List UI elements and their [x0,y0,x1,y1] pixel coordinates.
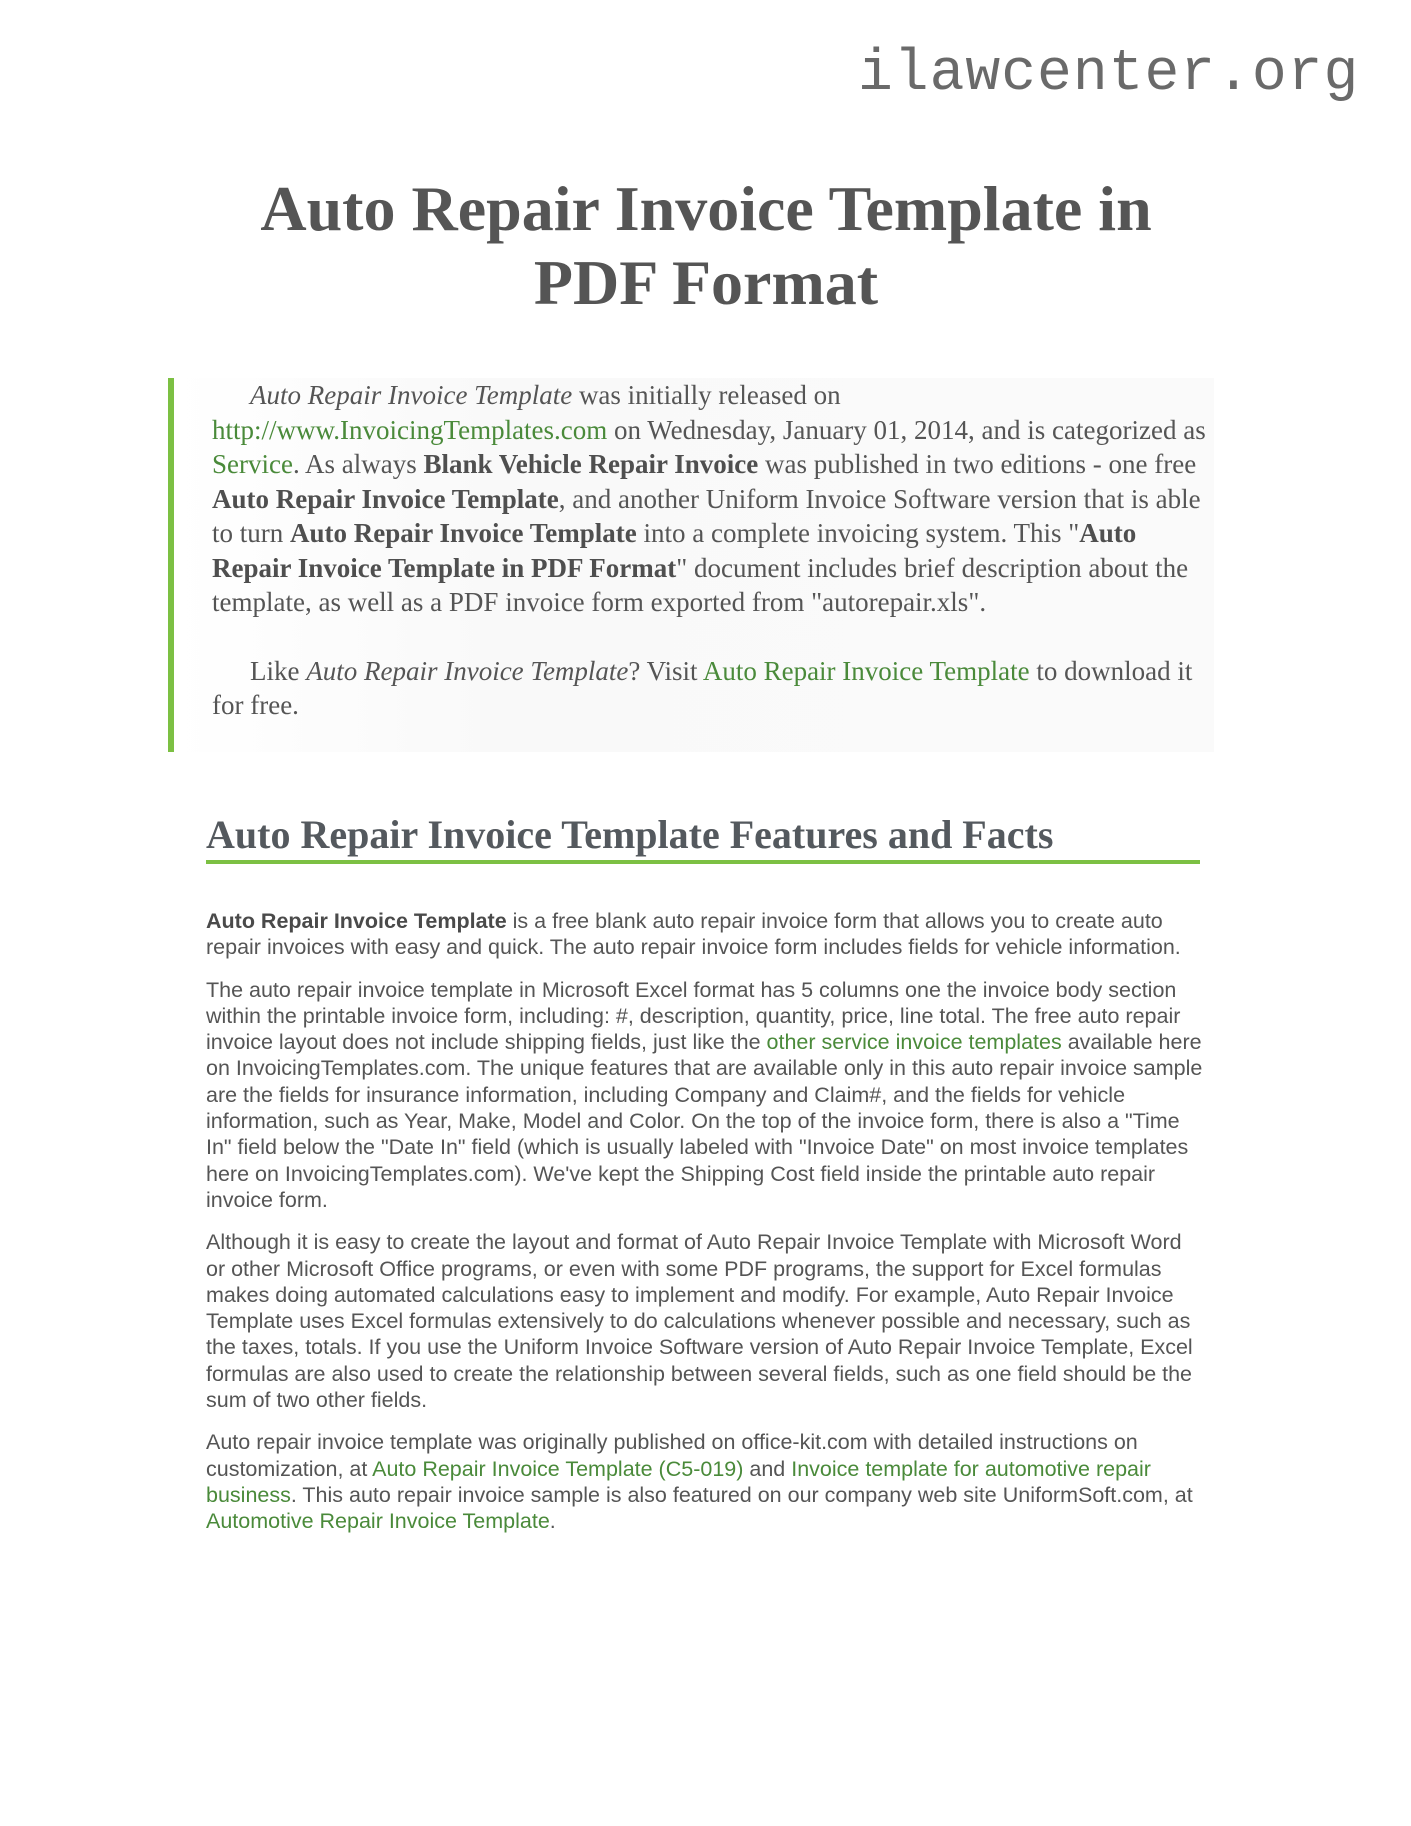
bold-term: Auto Repair Invoice Template [206,909,507,933]
intro-paragraph-1 [212,378,1212,620]
intro-text-span: . As always [292,449,424,479]
intro-text-span: ? Visit [628,655,703,686]
title-line-1: Auto Repair Invoice Template in [260,173,1152,244]
other-service-templates-link[interactable]: other service invoice templates [766,1030,1062,1055]
body-paragraph-4 [206,1429,1206,1534]
template-name-italic: Auto Repair Invoice Template [306,655,629,686]
download-template-link[interactable]: Auto Repair Invoice Template [702,655,1030,686]
intro-paragraph-2 [212,654,1212,723]
bold-term: Auto Repair Invoice Template in PDF Format [212,518,1137,583]
intro-text-span: Like [250,655,307,686]
body-text-span: is a free blank auto repair invoice form that allows you to create auto repair invoices with easy and quick. The auto repair invoice form includes fields for vehicle information. [206,909,1181,960]
intro-text-span: " document includes brief description about the template, as well as a PDF invoice form exported from "autorepair.xls". [212,552,1189,617]
body-text-span: available here on InvoicingTemplates.com. The unique features that are available only in this auto repair invoice sample are the fields for insurance information, including Company and Claim#, and the fields for vehicle information, such as Year, Make, Model and Color. On the top of the invoice form, there is also a "Time In" field below the "Date In" field (which is usually labeled with "Invoice Date" on most invoice templates here on InvoicingTemplates.com). We've kept the Shipping Cost field inside the printable auto repair invoice form. [206,1030,1203,1212]
site-watermark: ilawcenter.org [858,42,1360,107]
intro-text-span: to download it for free. [212,655,1193,720]
page-title [206,172,1206,320]
automotive-repair-template-link[interactable]: Automotive Repair Invoice Template [206,1509,550,1534]
intro-text-span: was initially released on [572,380,841,410]
service-category-link[interactable]: Service [212,449,293,479]
bold-term: Auto Repair Invoice Template [290,518,637,548]
body-text-span: The auto repair invoice template in Microsoft Excel format has 5 columns one the invoice body section within the printable invoice form, including: #, description, quantity, price, line total. The free auto repair invoice layout does not include shipping fields, just like the [206,977,1181,1055]
title-line-2: PDF Format [533,247,879,318]
intro-blockquote [168,378,1214,752]
bold-term: Blank Vehicle Repair Invoice [423,449,759,479]
automotive-repair-business-link[interactable]: Invoice template for automotive repair business [206,1456,1151,1507]
intro-text-span: on Wednesday, January 01, 2014, and is categorized as [607,414,1206,445]
body-text-span: Auto repair invoice template was originally published on office-kit.com with detailed instructions on customization, at [206,1430,1138,1481]
body-text-span: and [743,1456,792,1481]
features-body [206,908,1206,1551]
body-paragraph-2 [206,977,1206,1214]
intro-text-span: was published in two editions - one free [758,449,1197,479]
c5-019-template-link[interactable]: Auto Repair Invoice Template (C5-019) [372,1456,744,1481]
body-paragraph-1 [206,908,1206,961]
template-name-italic: Auto Repair Invoice Template [250,380,573,410]
bold-term: Auto Repair Invoice Template [212,483,559,514]
features-heading: Auto Repair Invoice Template Features and Facts [206,812,1200,864]
intro-text-span: , and another Uniform Invoice Software version that is able to turn [212,483,1201,548]
body-paragraph-3 [206,1229,1206,1413]
intro-text [212,378,1212,723]
intro-text-span: into a complete invoicing system. This " [636,518,1080,548]
body-text-span: . [549,1509,556,1534]
body-text-span: Although it is easy to create the layout and format of Auto Repair Invoice Template with Microsoft Word or other Microsoft Office programs, or even with some PDF programs, the support for Excel formulas makes doing automated calculations easy to implement and modify. For example, Auto Repair Invoice Template uses Excel formulas extensively to do calculations whenever possible and necessary, such as the taxes, totals. If you use the Uniform Invoice Software version of Auto Repair Invoice Template, Excel formulas are also used to create the relationship between several fields, such as one field should be the sum of two other fields. [206,1230,1193,1413]
invoicingtemplates-link[interactable]: http://www.InvoicingTemplates.com [212,414,608,445]
body-text-span: . This auto repair invoice sample is also featured on our company web site UniformSoft.com, at [290,1482,1193,1507]
